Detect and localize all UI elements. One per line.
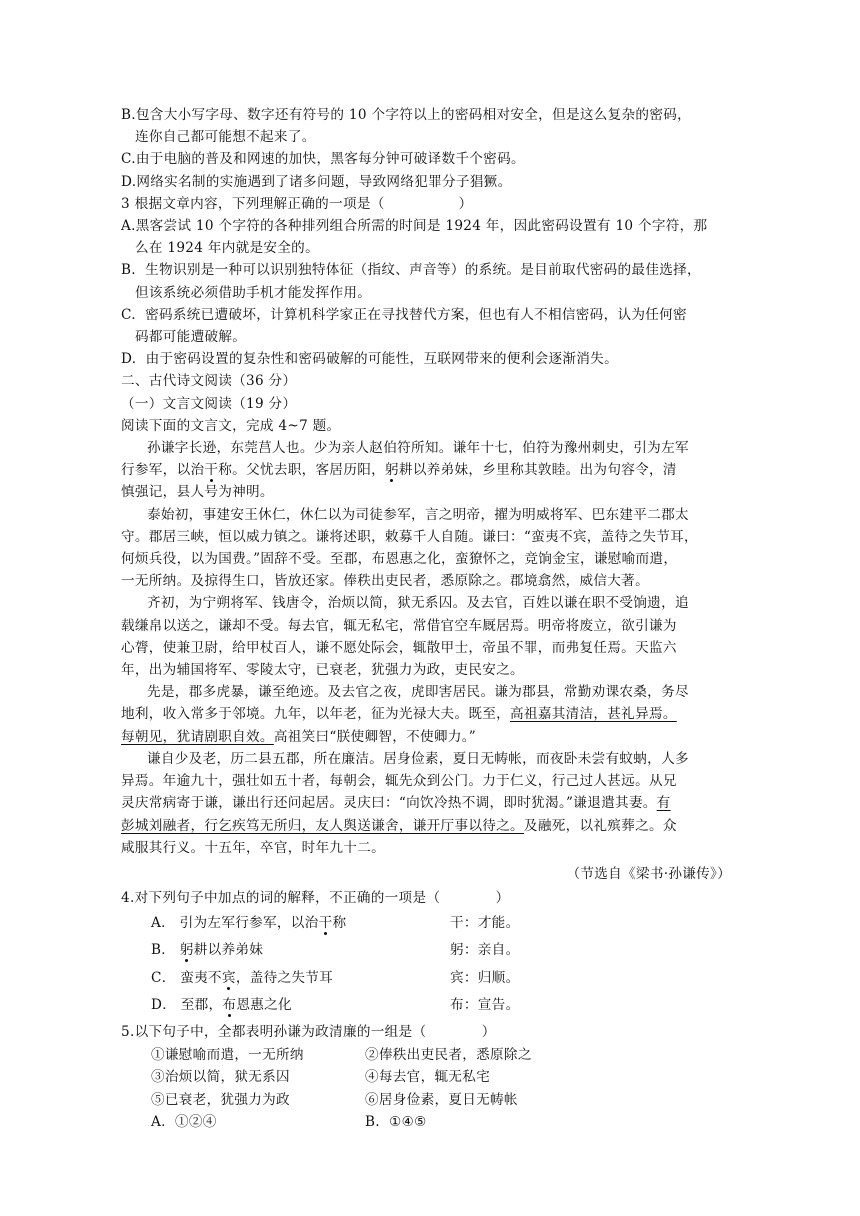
section-title: 二、古代诗文阅读（36 分） — [121, 373, 297, 390]
passage-line: 孙谦字长逊，东莞莒人也。少为亲人赵伯符所知。谦年十七，伯符为豫州刺史，引为左军 — [147, 440, 689, 457]
q4-option-sentence — [151, 967, 450, 989]
q5-item: ⑥居身俭素，夏日无帱帐 — [365, 1091, 518, 1108]
q4-option-sentence — [151, 912, 450, 934]
q2-option-b-cont: 连你自己都可能想不起来了。 — [135, 129, 316, 146]
option-text: ，盖待之失节耳 — [235, 969, 334, 986]
q5-item: ③治烦以简，狱无系囚 — [151, 1069, 290, 1086]
dotted-word: 布 — [222, 997, 237, 1014]
q3-option-d: D. 由于密码设置的复杂性和密码破解的可能性，互联网带来的便利会逐渐消失。 — [121, 351, 618, 368]
q3-option-a: A.黑客尝试 10 个字符的各种排列组合所需的时间是 1924 年，因此密码设置有 10 个字符，那 — [121, 218, 708, 235]
passage-paragraph-3 — [121, 592, 731, 681]
passage-line: 咸服其行义。十五年，卒官，时年九十二。 — [121, 839, 385, 856]
dotted-word: 干 — [204, 462, 219, 479]
q4-stem: 4.对下列句子中加点的词的解释，不正确的一项是（ ） — [121, 890, 510, 907]
passage-line: 谦自少及老，历二县五郡，所在廉洁。居身俭素，夏日无帱帐，而夜卧未尝有蚊蚋，人多 — [147, 750, 689, 767]
passage-text: 宾 — [572, 528, 587, 545]
q5-item: ⑤已衰老，犹强力为政 — [151, 1091, 290, 1108]
q5-row — [121, 1111, 731, 1134]
option-text: 称 — [332, 914, 347, 931]
dotted-word: 宾 — [221, 969, 236, 986]
q5-item: ①谦慰喻而遣，一无所纳 — [151, 1046, 304, 1063]
q2-option-d: D.网络实名制的实施遇到了诸多问题，导致网络犯罪分子猖獗。 — [121, 173, 512, 190]
q5-row — [121, 1089, 731, 1112]
option-label: C． — [151, 969, 181, 986]
q3-option-c: C. 密码系统已遭破坏，计算机科学家正在寻找替代方案，但也有人不相信密码，认为任何密 — [121, 306, 687, 323]
q5-stem: 5.以下句子中，全都表明孙谦为政清廉的一组是（ ） — [121, 1024, 496, 1041]
q4-option-sentence — [151, 939, 450, 961]
passage-text: 及融死，以礼殡葬之。众 — [523, 817, 677, 834]
passage-line: 齐初，为宁朔将军、钱唐令，治烦以简，狱无系囚。及去官，百姓以谦在职不受饷遗，追 — [147, 595, 689, 612]
passage-text: 高祖笑曰“朕使卿智，不使卿力。” — [273, 728, 477, 745]
q5-choices — [121, 1044, 731, 1134]
exam-page — [121, 104, 731, 1134]
option-text: 耕以养弟妹 — [193, 942, 264, 959]
passage-text: 称。父忧去职，客居历阳， — [218, 462, 386, 479]
q5-row — [121, 1044, 731, 1067]
passage-line: 先是，郡多虎暴，谦至绝迹。及去官之夜，虎即害居民。谦为郡县，常勤劝课农桑，务尽 — [147, 684, 689, 701]
q3-option-c-cont: 码都可能遭破解。 — [135, 329, 247, 346]
passage-line: 心膂，使兼卫尉，给甲杖百人，谦不愿处际会，辄散甲士，帝虽不罪，而弗复任焉。天监六 — [121, 639, 677, 656]
passage-line: 异焉。年逾九十，强壮如五十者，每朝会，辄先众到公门。力于仁义，行己过人甚远。从兄 — [121, 773, 677, 790]
passage-paragraph-2 — [121, 504, 731, 593]
section-subtitle: （一）文言文阅读（19 分） — [121, 395, 297, 412]
passage-text: 灵庆常病寄于谦，谦出行还问起居。灵庆曰：“向饮冷热不调，即时犹渴。”谦退遣其妻。 — [121, 795, 657, 812]
underlined-sentence: 高祖嘉其清洁，甚礼异焉。 — [510, 706, 677, 723]
q2-option-b: B.包含大小写字母、数字还有符号的 10 个字符以上的密码相对安全，但是这么复杂的密码， — [121, 107, 692, 123]
reading-instruction: 阅读下面的文言文，完成 4~7 题。 — [121, 417, 341, 434]
option-text: 蛮夷不 — [180, 969, 222, 986]
q3-option-a-cont: 么在 1924 年内就是安全的。 — [135, 240, 319, 257]
passage-line: 年，出为辅国将军、零陵太守，已衰老，犹强力为政，吏民安之。 — [121, 662, 524, 679]
option-label: D． — [151, 997, 181, 1014]
q3-option-b-cont: 但该系统必须借助手机才能发挥作用。 — [135, 284, 372, 301]
q5-item: A．①②④ — [151, 1114, 217, 1131]
passage-text: 恩惠之化，蛮獠怀之，竞饷金宝，谦慰喻而遣， — [385, 551, 678, 568]
passage-line: 一无所纳。及掠得生口，皆放还家。俸秩出吏民者，悉原除之。郡境翕然，威信大著。 — [121, 573, 649, 590]
q4-options — [121, 909, 731, 1019]
passage-text: 地利，收入常多于邻境。九年，以年老，征为光禄大夫。既至， — [121, 706, 511, 723]
dotted-word: 干 — [318, 914, 333, 931]
passage-text: 何烦兵役，以为国费。”固辞不受。至郡， — [121, 551, 372, 568]
passage-source: （节选自《梁书·孙谦传》） — [566, 865, 731, 882]
q4-option-d — [121, 992, 731, 1020]
passage-text: 守。郡居三峡，恒以威力镇之。谦将述职，敕募千人自随。谦曰：“蛮夷不 — [121, 528, 573, 545]
q3-stem: 3 根据文章内容，下列理解正确的一项是（ ） — [121, 195, 473, 212]
q4-option-c — [121, 964, 731, 992]
q4-option-b — [121, 937, 731, 965]
q5-row — [121, 1066, 731, 1089]
passage-paragraph-5 — [121, 748, 731, 859]
q5-item: B. ①④⑤ — [365, 1114, 427, 1131]
passage-paragraph-4 — [121, 681, 731, 748]
option-label: B． — [151, 942, 180, 959]
q4-option-meaning: 布：宣告。 — [450, 997, 520, 1014]
underlined-sentence: 有 — [656, 795, 671, 812]
dotted-word: 躬 — [179, 942, 194, 959]
passage-text: 耕以养弟妹，乡里称其敦睦。出为句容令，清 — [398, 462, 677, 479]
underlined-sentence: 彭城刘融者，行乞疾笃无所归，友人舆送谦舍，谦开厅事以待之。 — [121, 817, 524, 834]
q4-option-meaning: 干：才能。 — [450, 914, 520, 931]
q5-item: ④每去官，辄无私宅 — [365, 1069, 491, 1086]
q4-option-meaning: 宾：归顺。 — [450, 969, 520, 986]
passage-line: 载缣帛以送之，谦却不受。每去官，辄无私宅，常借官空车厩居焉。明帝将废立，欲引谦为 — [121, 617, 677, 634]
underlined-sentence: 每朝见，犹请剧职自效。 — [121, 728, 274, 745]
q4-option-sentence — [151, 994, 450, 1016]
option-text: 至郡， — [180, 997, 223, 1014]
q4-option-meaning: 躬：亲自。 — [450, 942, 520, 959]
passage-line: 慎强记，县人号为神明。 — [121, 484, 274, 501]
q3-option-b: B. 生物识别是一种可以识别独特体征（指纹、声音等）的系统。是目前取代密码的最佳选择， — [121, 262, 701, 279]
option-text: 引为左军行参军，以治 — [179, 914, 319, 931]
q4-option-a — [121, 909, 731, 937]
q2-option-c: C.由于电脑的普及和网速的加快，黑客每分钟可破译数千个密码。 — [121, 151, 525, 168]
option-label: A． — [151, 914, 180, 931]
dotted-word: 躬 — [385, 462, 399, 479]
passage-line: 泰始初，事建安王休仁，休仁以为司徒参军，言之明帝，擢为明威将军、巴东建平二郡太 — [147, 506, 689, 523]
passage-text: 行参军，以治 — [121, 462, 205, 479]
passage-text: 布 — [371, 551, 386, 568]
passage-text: ，盖待之失节耳， — [586, 528, 698, 545]
option-text: 恩惠之化 — [236, 997, 292, 1014]
q5-item: ②俸秩出吏民者，悉原除之 — [365, 1046, 532, 1063]
passage-paragraph-1 — [121, 437, 731, 504]
